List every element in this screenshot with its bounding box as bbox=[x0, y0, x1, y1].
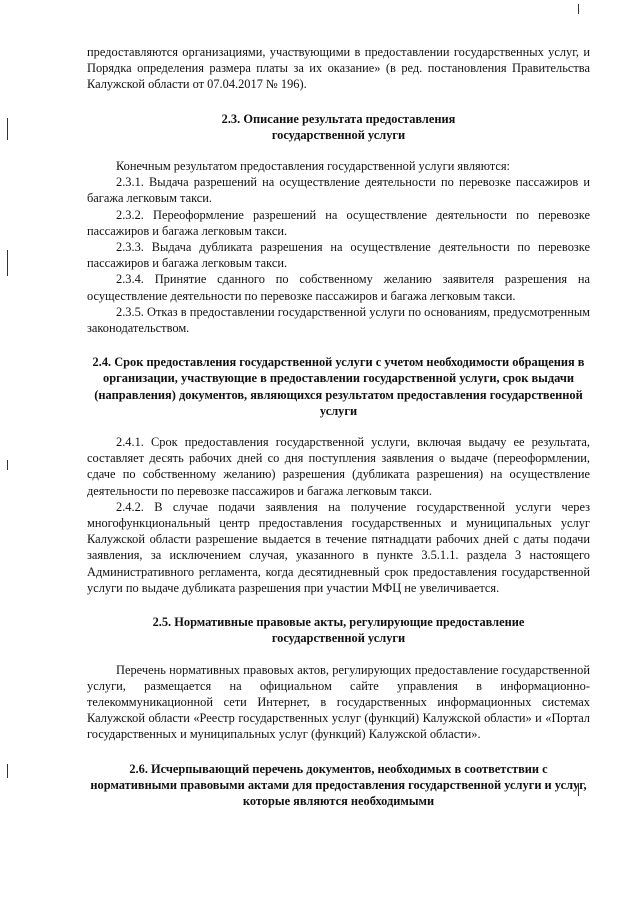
section-2-5-heading: 2.5. Нормативные правовые акты, регулирующие предоставление государственной услуги bbox=[152, 615, 525, 646]
scan-mark bbox=[7, 764, 8, 778]
scan-mark bbox=[7, 118, 8, 140]
section-2-6-heading: 2.6. Исчерпывающий перечень документов, необходимых в соответствии с нормативными правовыми актами для предоставления государственной услуги и услуг, которые являются необходимыми bbox=[90, 761, 587, 808]
scan-mark bbox=[7, 250, 8, 276]
section-2-4-paragraph: 2.4.2. В случае подачи заявления на получение государственной услуги через многофункциональный центр предоставления государственных и муниципальных услуг Калужской области разрешение выдается в течение пятнадцати рабочих дней с даты подачи заявления, за исключением случая, указанного в пункте 3.5.1.1. раздела 3 настоящего Административного регламента, когда десятидневный срок предоставления государственной услуги по выдаче дубликата разрешения при участии МФЦ не увеличивается. bbox=[87, 499, 590, 595]
section-2-3-paragraph: 2.3.4. Принятие сданного по собственному желанию заявителя разрешения на осуществление деятельности по перевозке пассажиров и багажа легковым такси. bbox=[87, 272, 590, 303]
scan-mark bbox=[7, 460, 8, 470]
section-2-3-heading: 2.3. Описание результата предоставления государственной услуги bbox=[221, 111, 456, 142]
section-2-4-paragraph: 2.4.1. Срок предоставления государственной услуги, включая выдачу ее результата, составляет десять рабочих дней со дня поступления заявления о выдаче (переоформлении, сдаче по собственному желанию) разрешения (дубликата разрешения) на осуществление деятельности по перевозке пассажиров и багажа легковым такси. bbox=[87, 435, 590, 498]
section-2-4-heading: 2.4. Срок предоставления государственной услуги с учетом необходимости обращения в организации, участвующие в предоставлении государственной услуги, срок выдачи (направления) документов, являющихся результатом предоставления государственной услуги bbox=[92, 355, 585, 418]
section-2-3-paragraph: 2.3.2. Переоформление разрешений на осуществление деятельности по перевозке пассажиров и багажа легковым такси. bbox=[87, 207, 590, 238]
section-2-3-paragraph: 2.3.1. Выдача разрешений на осуществление деятельности по перевозке пассажиров и багажа легковым такси. bbox=[87, 175, 590, 206]
section-2-3-paragraph: 2.3.5. Отказ в предоставлении государственной услуги по основаниям, предусмотренным законодательством. bbox=[87, 304, 590, 336]
section-2-5-paragraph: Перечень нормативных правовых актов, регулирующих предоставление государственной услуги, размещается на официальном сайте управления в информационно-телекоммуникационной сети Интернет, в государственных информационных системах Калужской области «Реестр государственных услуг (функций) Калужской области» и «Портал государственных и муниципальных услуг (функций) Калужской области». bbox=[87, 662, 590, 742]
intro-paragraph: предоставляются организациями, участвующими в предоставлении государственных услуг, и Порядка определения размера платы за их оказание» (в ред. постановления Правительства Калужской области от 07.04.2017 № 196). bbox=[87, 45, 590, 92]
section-2-3-paragraph: 2.3.3. Выдача дубликата разрешения на осуществление деятельности по перевозке пассажиров и багажа легковым такси. bbox=[87, 240, 590, 271]
document-body bbox=[87, 44, 590, 809]
scan-mark bbox=[578, 4, 579, 14]
section-2-3-paragraph: Конечным результатом предоставления государственной услуги являются: bbox=[116, 159, 510, 174]
